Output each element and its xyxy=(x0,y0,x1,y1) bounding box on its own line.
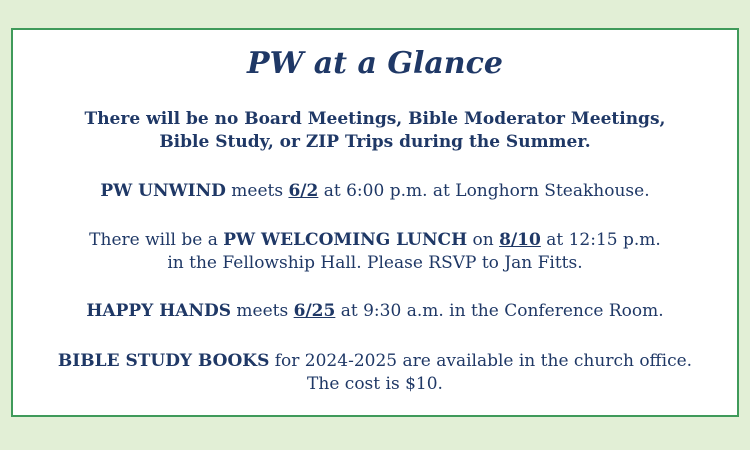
notice-line-2: Bible Study, or ZIP Trips during the Summer. xyxy=(159,132,591,152)
lunch-on: on xyxy=(467,230,500,250)
announcement-card xyxy=(11,28,739,417)
books-announcement xyxy=(13,350,737,372)
unwind-meets: meets xyxy=(225,181,289,201)
lunch-time: at 12:15 p.m. xyxy=(540,230,661,250)
books-cost: The cost is $10. xyxy=(307,374,443,394)
notice-line-1: There will be no Board Meetings, Bible Moderator Meetings, xyxy=(84,109,666,129)
lunch-name: PW WELCOMING LUNCH xyxy=(223,230,468,250)
unwind-details: at 6:00 p.m. at Longhorn Steakhouse. xyxy=(318,181,650,201)
lunch-announcement xyxy=(13,229,737,251)
hands-name: HAPPY HANDS xyxy=(86,301,232,321)
page-title: PW at a Glance xyxy=(247,46,503,81)
lunch-prefix: There will be a xyxy=(89,230,224,250)
hands-meets: meets xyxy=(231,301,294,321)
lunch-location: in the Fellowship Hall. Please RSVP to Jan Fitts. xyxy=(167,253,583,273)
unwind-name: PW UNWIND xyxy=(100,181,226,201)
lunch-date: 8/10 xyxy=(499,230,541,250)
books-name: BIBLE STUDY BOOKS xyxy=(57,351,270,371)
hands-details: at 9:30 a.m. in the Conference Room. xyxy=(335,301,664,321)
hands-date: 6/25 xyxy=(293,301,336,321)
unwind-announcement xyxy=(13,180,737,202)
unwind-date: 6/2 xyxy=(288,181,319,201)
happy-hands-announcement xyxy=(13,300,737,322)
books-details: for 2024-2025 are available in the church office. xyxy=(269,351,693,371)
